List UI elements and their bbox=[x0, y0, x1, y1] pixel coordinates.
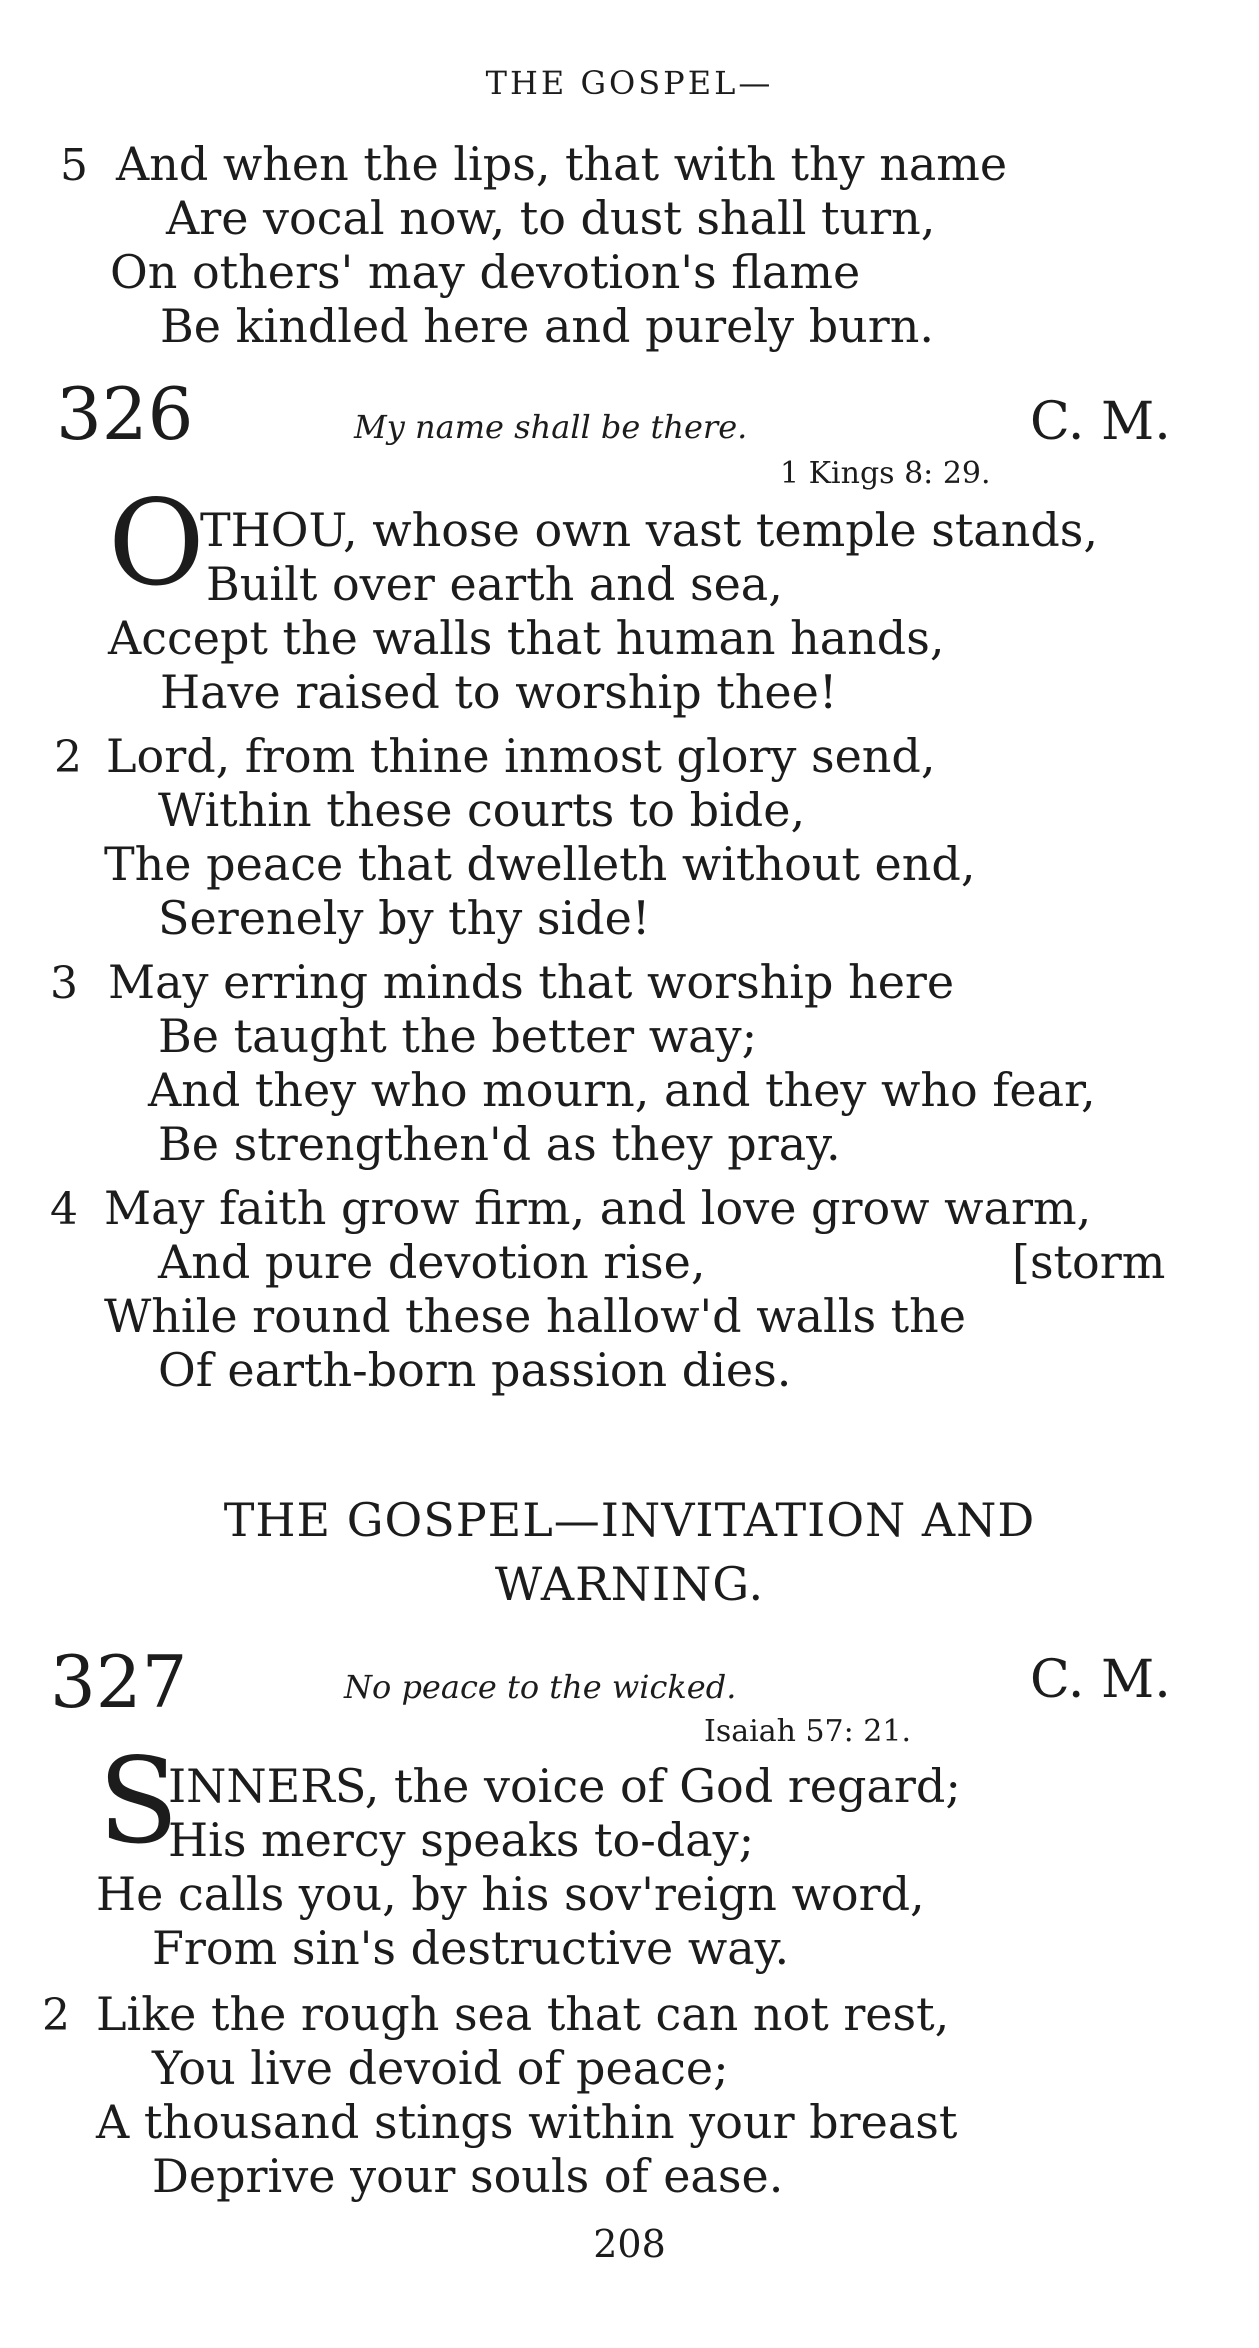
verse-line: Accept the walls that human hands, bbox=[108, 611, 945, 665]
verse-line: He calls you, by his sov'reign word, bbox=[96, 1867, 925, 1921]
verse-line: Are vocal now, to dust shall turn, bbox=[166, 191, 936, 245]
verse-line: And they who mourn, and they who fear, bbox=[148, 1063, 1096, 1117]
verse-line: Have raised to worship thee! bbox=[160, 665, 838, 719]
hymn-number: 326 bbox=[56, 372, 194, 456]
page-number: 208 bbox=[593, 2222, 666, 2266]
verse-line: And pure devotion rise, bbox=[158, 1235, 706, 1289]
stanza-number: 2 bbox=[54, 732, 82, 783]
section-heading-line-1: THE GOSPEL—INVITATION AND bbox=[223, 1493, 1036, 1547]
verse-line: And when the lips, that with thy name bbox=[116, 137, 1008, 191]
verse-line: May erring minds that worship here bbox=[108, 955, 955, 1009]
stanza-number: 5 bbox=[60, 140, 88, 191]
verse-line: Serenely by thy side! bbox=[158, 891, 651, 945]
verse-line-carryover: [storm bbox=[1012, 1235, 1166, 1289]
section-heading-line-2: WARNING. bbox=[494, 1557, 765, 1611]
verse-line: Be taught the better way; bbox=[158, 1009, 758, 1063]
stanza-number: 3 bbox=[50, 958, 78, 1009]
verse-line: The peace that dwelleth without end, bbox=[104, 837, 976, 891]
hymn-subtitle: No peace to the wicked. bbox=[344, 1668, 737, 1706]
verse-line: You live devoid of peace; bbox=[152, 2041, 729, 2095]
verse-line: Be strengthen'd as they pray. bbox=[158, 1117, 841, 1171]
hymn-meter: C. M. bbox=[1030, 392, 1171, 452]
verse-line: His mercy speaks to-day; bbox=[168, 1813, 755, 1867]
stanza-number: 2 bbox=[42, 1990, 70, 2041]
verse-line: On others' may devotion's flame bbox=[110, 245, 861, 299]
drop-cap: O bbox=[108, 474, 205, 612]
verse-line: Built over earth and sea, bbox=[206, 557, 783, 611]
verse-line: THOU, whose own vast temple stands, bbox=[200, 503, 1099, 557]
verse-line: Like the rough sea that can not rest, bbox=[96, 1987, 950, 2041]
verse-line: Lord, from thine inmost glory send, bbox=[106, 729, 936, 783]
drop-cap: S bbox=[98, 1732, 179, 1870]
hymn-number: 327 bbox=[50, 1640, 188, 1724]
verse-line: May faith grow firm, and love grow warm, bbox=[104, 1181, 1092, 1235]
hymn-subtitle: My name shall be there. bbox=[354, 408, 748, 446]
stanza-number: 4 bbox=[50, 1184, 78, 1235]
verse-line: While round these hallow'd walls the bbox=[104, 1289, 967, 1343]
scripture-reference: Isaiah 57: 21. bbox=[704, 1714, 911, 1749]
verse-line: Of earth-born passion dies. bbox=[158, 1343, 792, 1397]
verse-line: From sin's destructive way. bbox=[152, 1921, 790, 1975]
running-head: THE GOSPEL— bbox=[485, 64, 774, 102]
verse-line: A thousand stings within your breast bbox=[96, 2095, 958, 2149]
verse-line: Deprive your souls of ease. bbox=[152, 2149, 784, 2203]
verse-line: Within these courts to bide, bbox=[158, 783, 806, 837]
hymn-meter: C. M. bbox=[1030, 1650, 1171, 1710]
verse-line: INNERS, the voice of God regard; bbox=[168, 1759, 961, 1813]
scripture-reference: 1 Kings 8: 29. bbox=[780, 456, 991, 491]
verse-line: Be kindled here and purely burn. bbox=[160, 299, 935, 353]
